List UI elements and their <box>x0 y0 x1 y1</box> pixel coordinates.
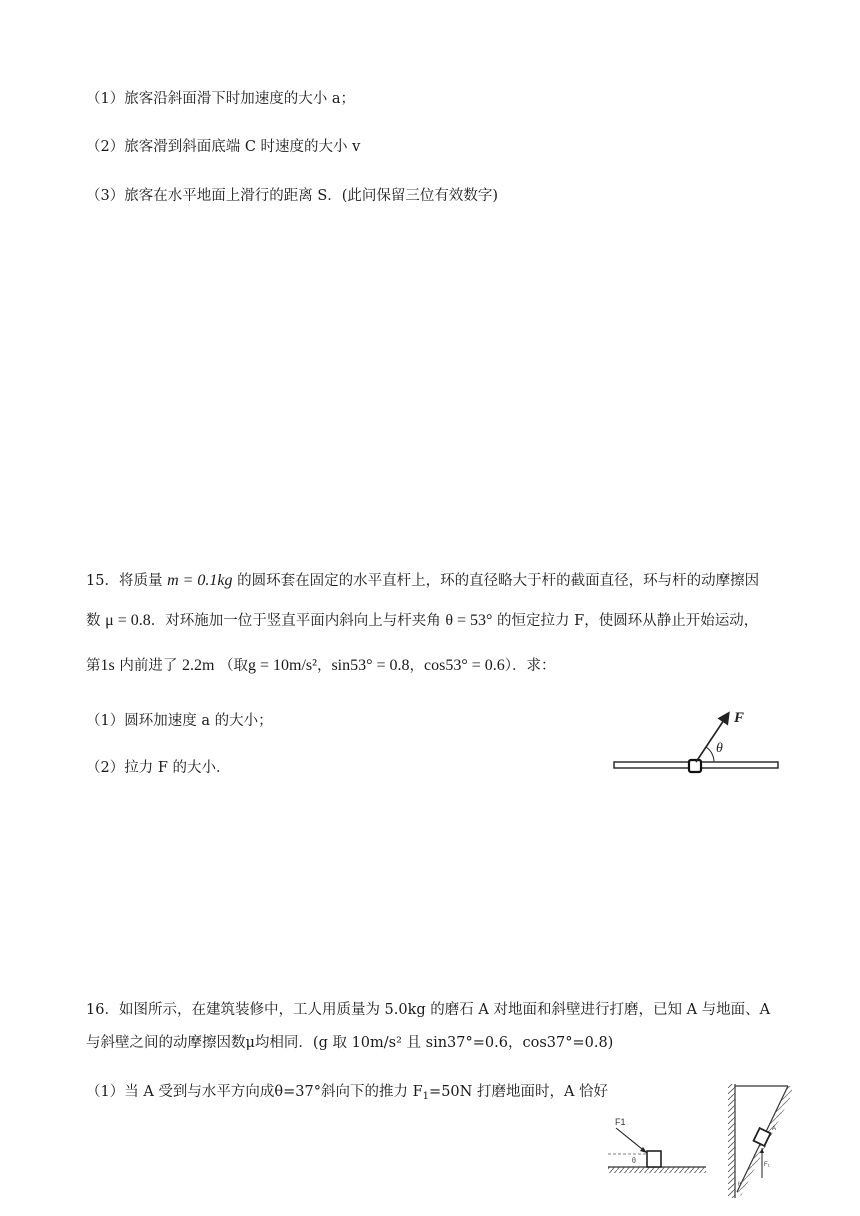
wall-angle-label: θ <box>738 1182 741 1188</box>
wall-left-hatch <box>728 1084 735 1198</box>
q15-sep-1: ， <box>316 658 332 674</box>
q15-mass-expression: m = 0.1kg <box>167 572 233 589</box>
q15-line-3 <box>86 656 556 676</box>
angle-arc <box>706 747 714 762</box>
q15-text-3b: 内前进了 <box>119 658 178 674</box>
q16-line-1 <box>86 1000 770 1020</box>
q15-line-2 <box>86 611 758 631</box>
ring <box>689 760 701 772</box>
q15-part-1: （1）圆环加速度 a 的大小； <box>86 713 273 729</box>
force-arrow <box>696 714 728 762</box>
q15-text-2a: 数 <box>86 613 101 629</box>
q15-distance-expression: 2.2m <box>181 657 215 674</box>
q15-sep-2: ， <box>409 658 425 674</box>
q16-line-2: 与斜壁之间的动摩擦因数μ均相同．(g 取 10m/s² 且 sin37°=0.6，cos37°=0.8) <box>86 1035 614 1051</box>
q15-text-3d: ）．求： <box>504 658 556 674</box>
q15-sin-expression: sin53° = 0.8 <box>331 657 410 674</box>
wall-block-label: A <box>772 1126 777 1132</box>
q16-text-1: 如图所示，在建筑装修中，工人用质量为 5.0kg 的磨石 A 对地面和斜壁进行打磨，已知 A 与地面、A <box>118 1002 771 1018</box>
q16-subscript: 1 <box>422 1091 430 1102</box>
q15-text-2b: ．对环施加一位于竖直平面内斜向上与杆夹角 <box>150 613 441 629</box>
wall-force-label: F₁ <box>764 1162 770 1168</box>
q15-mu-expression: μ = 0.8 <box>105 612 151 629</box>
q15-text-1b: 的圆环套在固定的水平直杆上，环的直径略大于杆的截面直径，环与杆的动摩擦因 <box>237 573 760 589</box>
q15-ring-rod-figure <box>610 702 790 782</box>
push-angle-label: θ <box>632 1156 636 1165</box>
q15-text-3a: 第 <box>86 658 101 674</box>
q15-theta-expression: θ = 53° <box>445 612 493 629</box>
angle-label: θ <box>716 741 723 756</box>
q15-text-1a: 将质量 <box>118 573 163 589</box>
block-a <box>647 1151 661 1167</box>
q16-line-3 <box>86 1082 608 1107</box>
q15-part-2: （2）拉力 F 的大小． <box>86 760 231 776</box>
q15-line-1 <box>86 571 759 591</box>
force-label: F <box>734 710 745 726</box>
q16-number: 16． <box>86 1002 119 1018</box>
q16-text-3a: （1）当 A 受到与水平方向成θ=37°斜向下的推力 F <box>86 1084 423 1100</box>
q15-text-3c: （取 <box>219 658 249 674</box>
q15-text-2c: 的恒定拉力 F，使圆环从静止开始运动， <box>497 613 759 629</box>
q15-number: 15． <box>86 573 119 589</box>
floor-hatch <box>608 1167 706 1173</box>
q16-text-3b: =50N 打磨地面时，A 恰好 <box>429 1084 609 1100</box>
q16-floor-figure <box>602 1116 712 1180</box>
q15-cos-expression: cos53° = 0.6 <box>424 657 505 674</box>
q14-part-3: （3）旅客在水平地面上滑行的距离 S．(此问保留三位有效数字) <box>86 188 499 204</box>
q14-part-2: （2）旅客滑到斜面底端 C 时速度的大小 v <box>86 139 361 155</box>
q15-g-expression: g = 10m/s² <box>248 657 317 674</box>
q15-time-expression: 1s <box>100 657 115 674</box>
q14-part-1: （1）旅客沿斜面滑下时加速度的大小 a； <box>86 91 355 107</box>
q16-wall-figure <box>728 1082 792 1202</box>
push-force-label: F1 <box>615 1117 626 1127</box>
